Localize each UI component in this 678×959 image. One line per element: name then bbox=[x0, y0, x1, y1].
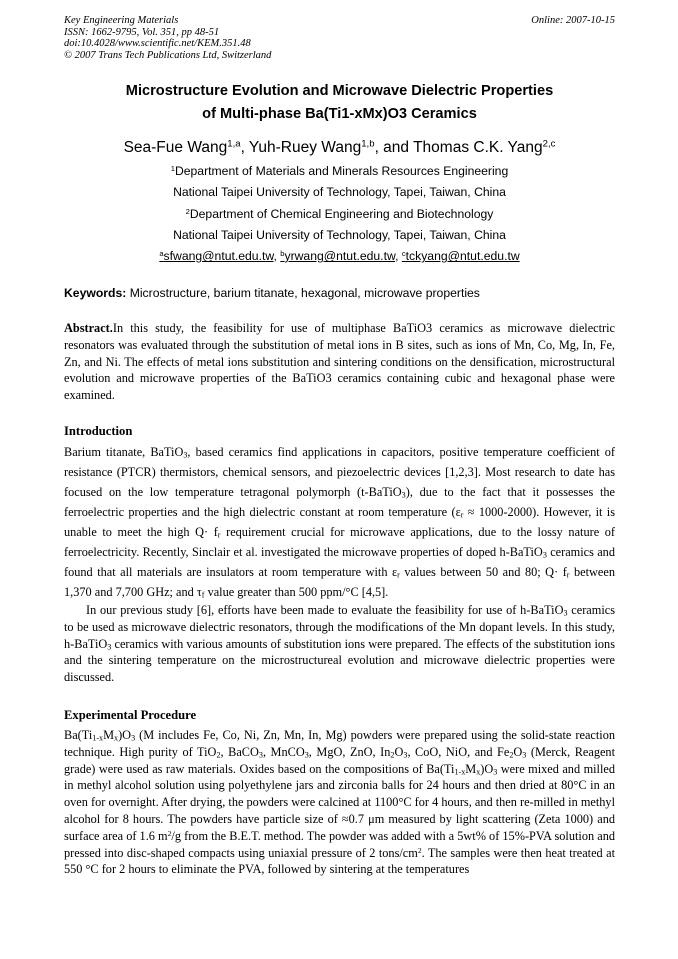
affiliation-1-dept bbox=[64, 161, 615, 182]
text: ceramics to be used as microwave dielectric resonators, through the modifications of the Mn dopant levels. In this study, h-BaTiO bbox=[64, 603, 615, 651]
author-1: Sea-Fue Wang bbox=[123, 139, 228, 156]
abstract bbox=[64, 320, 615, 404]
superscript: 2 bbox=[167, 828, 172, 838]
subscript: 3 bbox=[563, 608, 568, 618]
subscript: r bbox=[217, 530, 221, 540]
subscript: f bbox=[201, 590, 205, 600]
text: ≈ 1000-2000). However, it is unable to meet the high Q· f bbox=[64, 505, 615, 539]
email-sep: , bbox=[273, 249, 281, 264]
affiliation-1-univ: National Taipei University of Technology, Tapei, Taiwan, China bbox=[173, 185, 506, 200]
journal-name: Key Engineering Materials bbox=[64, 15, 179, 26]
author-3: Thomas C.K. Yang bbox=[413, 139, 543, 156]
subscript: 3 bbox=[493, 767, 498, 777]
text: ceramics with various amounts of substitution ions were prepared. The effects of the substitution ions and the sintering temperature on the microstructureal evolution and microwave dielectric properties were discussed. bbox=[64, 636, 615, 685]
author-3-affil: 2,c bbox=[542, 138, 556, 150]
author-2-affil: 1,b bbox=[361, 138, 375, 150]
subscript: 3 bbox=[183, 450, 188, 460]
email-marker: b bbox=[280, 249, 285, 259]
affiliations bbox=[64, 161, 615, 267]
text: /g from the B.E.T. method. The powder was added with a 5wt% of 15%-PVA solution and pressed into disc-shaped compacts using uniaxial pressure of 2 tons/cm bbox=[64, 828, 615, 860]
text: (Merck, Reagent grade) were used as raw materials. Oxides based on the compositions of Ba(Ti bbox=[64, 744, 615, 776]
text: . The samples were then heat treated at 550 °C for 2 hours to eliminate the PVA, followed by sintering at the temperatures bbox=[64, 845, 615, 877]
affil-dept-text: Department of Materials and Minerals Resources Engineering bbox=[174, 164, 509, 178]
email-marker: c bbox=[401, 249, 406, 259]
email-sep: , bbox=[395, 249, 402, 264]
text: , based ceramics find applications in capacitors, positive temperature coefficient of resistance (PTCR) thermistors, chemical sensors, and piezoelectric devices [1,2,3]. Most research to date has focused on the low temperature tetragonal polymorph (t-BaTiO bbox=[64, 445, 615, 499]
subscript: 3 bbox=[542, 550, 547, 560]
superscript: 2 bbox=[417, 845, 422, 855]
subscript: 3 bbox=[522, 750, 527, 760]
experimental-body bbox=[64, 727, 615, 878]
subscript: x bbox=[114, 733, 119, 743]
text: O bbox=[513, 744, 523, 759]
email-b-link[interactable] bbox=[280, 249, 395, 263]
text: M bbox=[103, 728, 115, 742]
email-marker: a bbox=[159, 249, 164, 259]
keywords-text: Microstructure, barium titanate, hexagonal, microwave properties bbox=[126, 286, 480, 300]
text: ), due to the fact that it possesses the ferroelectric properties and the high dielectric constant at room temperature (ε bbox=[64, 485, 616, 519]
experimental-paragraph bbox=[64, 727, 615, 878]
keywords-label: Keywords: bbox=[64, 286, 127, 300]
email-text: sfwang@ntut.edu.tw bbox=[163, 249, 274, 264]
text: values between 50 and 80; Q· f bbox=[399, 565, 567, 579]
keywords bbox=[64, 284, 615, 302]
email-text: yrwang@ntut.edu.tw bbox=[284, 249, 396, 264]
text: Barium titanate, BaTiO bbox=[64, 445, 184, 459]
subscript: r bbox=[397, 570, 400, 580]
title-line-2: of Multi-phase Ba(Ti1-xMx)O3 Ceramics bbox=[202, 106, 477, 122]
text: , MnCO bbox=[262, 744, 305, 759]
text: ceramics and found that all materials are insulators at room temperature with ε bbox=[64, 545, 615, 579]
text: )O bbox=[118, 728, 132, 742]
section-heading-introduction: Introduction bbox=[64, 424, 133, 438]
intro-paragraph-2 bbox=[64, 602, 615, 686]
subscript: 2 bbox=[390, 750, 395, 760]
email-text: tckyang@ntut.edu.tw bbox=[405, 249, 520, 264]
subscript: 3 bbox=[304, 750, 309, 760]
paper-title bbox=[64, 80, 615, 126]
subscript: 2 bbox=[216, 750, 221, 760]
email-list bbox=[64, 246, 615, 267]
subscript: r bbox=[460, 510, 464, 520]
section-heading-experimental: Experimental Procedure bbox=[64, 708, 197, 722]
journal-issn: ISSN: 1662-9795, Vol. 351, pp 48-51 bbox=[64, 26, 220, 38]
subscript: 3 bbox=[107, 642, 112, 652]
affiliation-2-univ: National Taipei University of Technology, Tapei, Taiwan, China bbox=[173, 227, 506, 242]
text: Ba(Ti bbox=[64, 728, 93, 742]
subscript: 1-x bbox=[92, 733, 104, 743]
text: In our previous study [6], efforts have been made to evaluate the feasibility for use of h-BaTiO bbox=[86, 603, 564, 617]
text: (M includes Fe, Co, Ni, Zn, Mn, In, Mg) powders were prepared using the solid-state reaction technique. High purity of TiO bbox=[64, 728, 615, 759]
journal-header bbox=[64, 15, 444, 61]
text: were mixed and milled in methyl alcohol solution using polyethylene jars and zirconia balls for 24 hours and then dried at 80°C in an oven for overnight. After drying, the powders were calcined at 1100°C for 4 hours, and then re-milled in methyl alcohol for 8 hours. The powders have particle size of ≈0.7 μm measured by light scattering (Zeta 1000) and surface area of 1.6 m bbox=[64, 761, 615, 843]
subscript: 2 bbox=[509, 750, 514, 760]
subscript: 3 bbox=[258, 750, 263, 760]
journal-copyright: © 2007 Trans Tech Publications Ltd, Switzerland bbox=[64, 49, 272, 61]
online-date: Online: 2007-10-15 bbox=[531, 15, 615, 26]
subscript: 3 bbox=[401, 490, 406, 500]
abstract-text: In this study, the feasibility for use of multiphase BaTiO3 ceramics as microwave dielectric resonators was evaluated through the substitution of metal ions in B sites, such as ions of Mn, Co, Mg, In, Fe, Zn, and Ni. The effects of metal ions substitution and sintering conditions on the densification, microstructural evolution and microwave properties of the BaTiO3 ceramics containing cubic and hexagonal phase were examined. bbox=[64, 321, 615, 403]
subscript: 3 bbox=[403, 750, 408, 760]
affil-dept-text: Department of Chemical Engineering and Biotechnology bbox=[189, 206, 494, 221]
author-2: Yuh-Ruey Wang bbox=[248, 139, 362, 156]
author-sep: , and bbox=[374, 139, 414, 156]
author-list bbox=[64, 137, 615, 159]
email-c-link[interactable] bbox=[402, 249, 520, 263]
affil-marker: 2 bbox=[185, 206, 190, 216]
text: M bbox=[465, 761, 477, 776]
text: )O bbox=[480, 761, 494, 776]
text: , CoO, NiO, and Fe bbox=[407, 744, 510, 759]
intro-paragraph-1 bbox=[64, 442, 615, 602]
subscript: x bbox=[476, 767, 481, 777]
text: , BaCO bbox=[220, 744, 259, 759]
text: value greater than 500 ppm/°C [4,5]. bbox=[204, 585, 389, 599]
text: O bbox=[394, 744, 404, 759]
text: , MgO, ZnO, In bbox=[308, 744, 391, 759]
text: between 1,370 and 7,700 GHz; and τ bbox=[64, 565, 615, 599]
author-1-affil: 1,a bbox=[227, 138, 241, 150]
title-line-1: Microstructure Evolution and Microwave Dielectric Properties bbox=[125, 83, 554, 99]
subscript: r bbox=[566, 570, 570, 580]
abstract-label: Abstract. bbox=[64, 321, 113, 335]
email-a-link[interactable] bbox=[159, 249, 273, 263]
introduction-body bbox=[64, 442, 615, 686]
subscript: 3 bbox=[131, 733, 136, 743]
author-sep: , bbox=[240, 139, 249, 156]
subscript: 1-x bbox=[454, 767, 466, 777]
affiliation-2-dept bbox=[64, 204, 615, 225]
text: requirement crucial for microwave applications, due to the lossy nature of ferroelectricity. Recently, Sinclair et al. investigated the microwave properties of doped h-BaTiO bbox=[64, 525, 615, 559]
journal-doi: doi:10.4028/www.scientific.net/KEM.351.48 bbox=[64, 38, 251, 49]
affil-marker: 1 bbox=[170, 163, 175, 173]
